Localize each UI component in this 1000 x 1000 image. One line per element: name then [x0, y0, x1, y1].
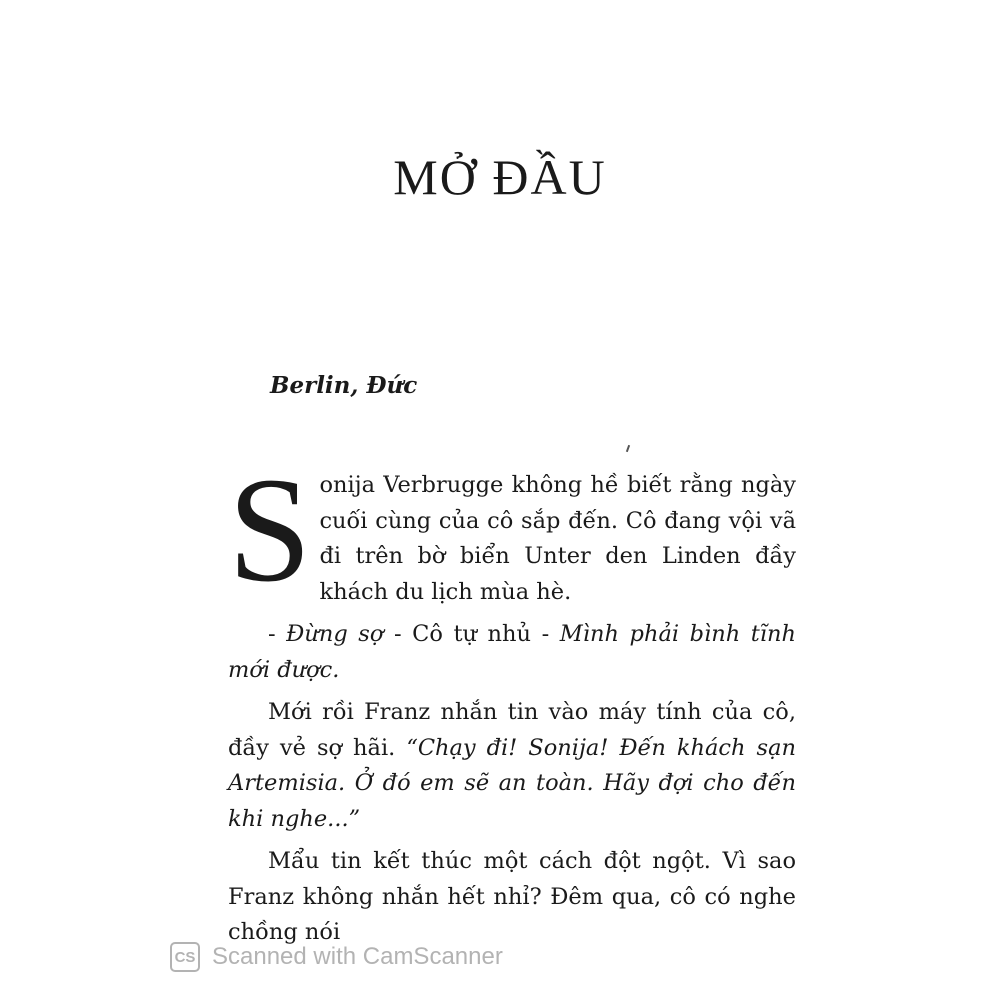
chapter-location: Berlin, Đức	[270, 372, 418, 399]
paragraph-2-thought-2: Mình phải bình tĩnh mới được.	[228, 621, 796, 683]
chapter-title: MỞ ĐẦU	[393, 149, 607, 205]
paragraph-3	[228, 695, 796, 837]
drop-cap: S	[228, 447, 312, 613]
paragraph-3-text: Mới rồi Franz nhắn tin vào máy tính của cô, đầy vẻ sợ hãi.	[228, 699, 796, 761]
chapter-body	[228, 447, 796, 958]
scan-speck	[626, 445, 630, 452]
paragraph-2-dash: -	[268, 621, 287, 647]
paragraph-3-message: “Chạy đi! Sonija! Đến khách sạn Artemisia. Ở đó em sẽ an toàn. Hãy đợi cho đến khi nghe...”	[228, 734, 796, 832]
camscanner-watermark	[170, 940, 503, 974]
watermark-text: Scanned with CamScanner	[212, 943, 503, 970]
paragraph-2-narration: - Cô tự nhủ -	[383, 621, 560, 647]
camscanner-logo-icon: CS	[170, 942, 200, 972]
paragraph-1-text: onija Verbrugge không hề biết rằng ngày cuối cùng của cô sắp đến. Cô đang vội vã đi trên bờ biển Unter den Linden đầy khách du lịch mùa hè.	[319, 472, 796, 605]
paragraph-2-thought-1: Đừng sợ	[286, 621, 384, 647]
paragraph-2	[228, 617, 796, 688]
paragraph-1	[228, 447, 796, 613]
paragraph-4: Mẩu tin kết thúc một cách đột ngột. Vì sao Franz không nhắn hết nhỉ? Đêm qua, cô có nghe chồng nói	[228, 848, 796, 945]
